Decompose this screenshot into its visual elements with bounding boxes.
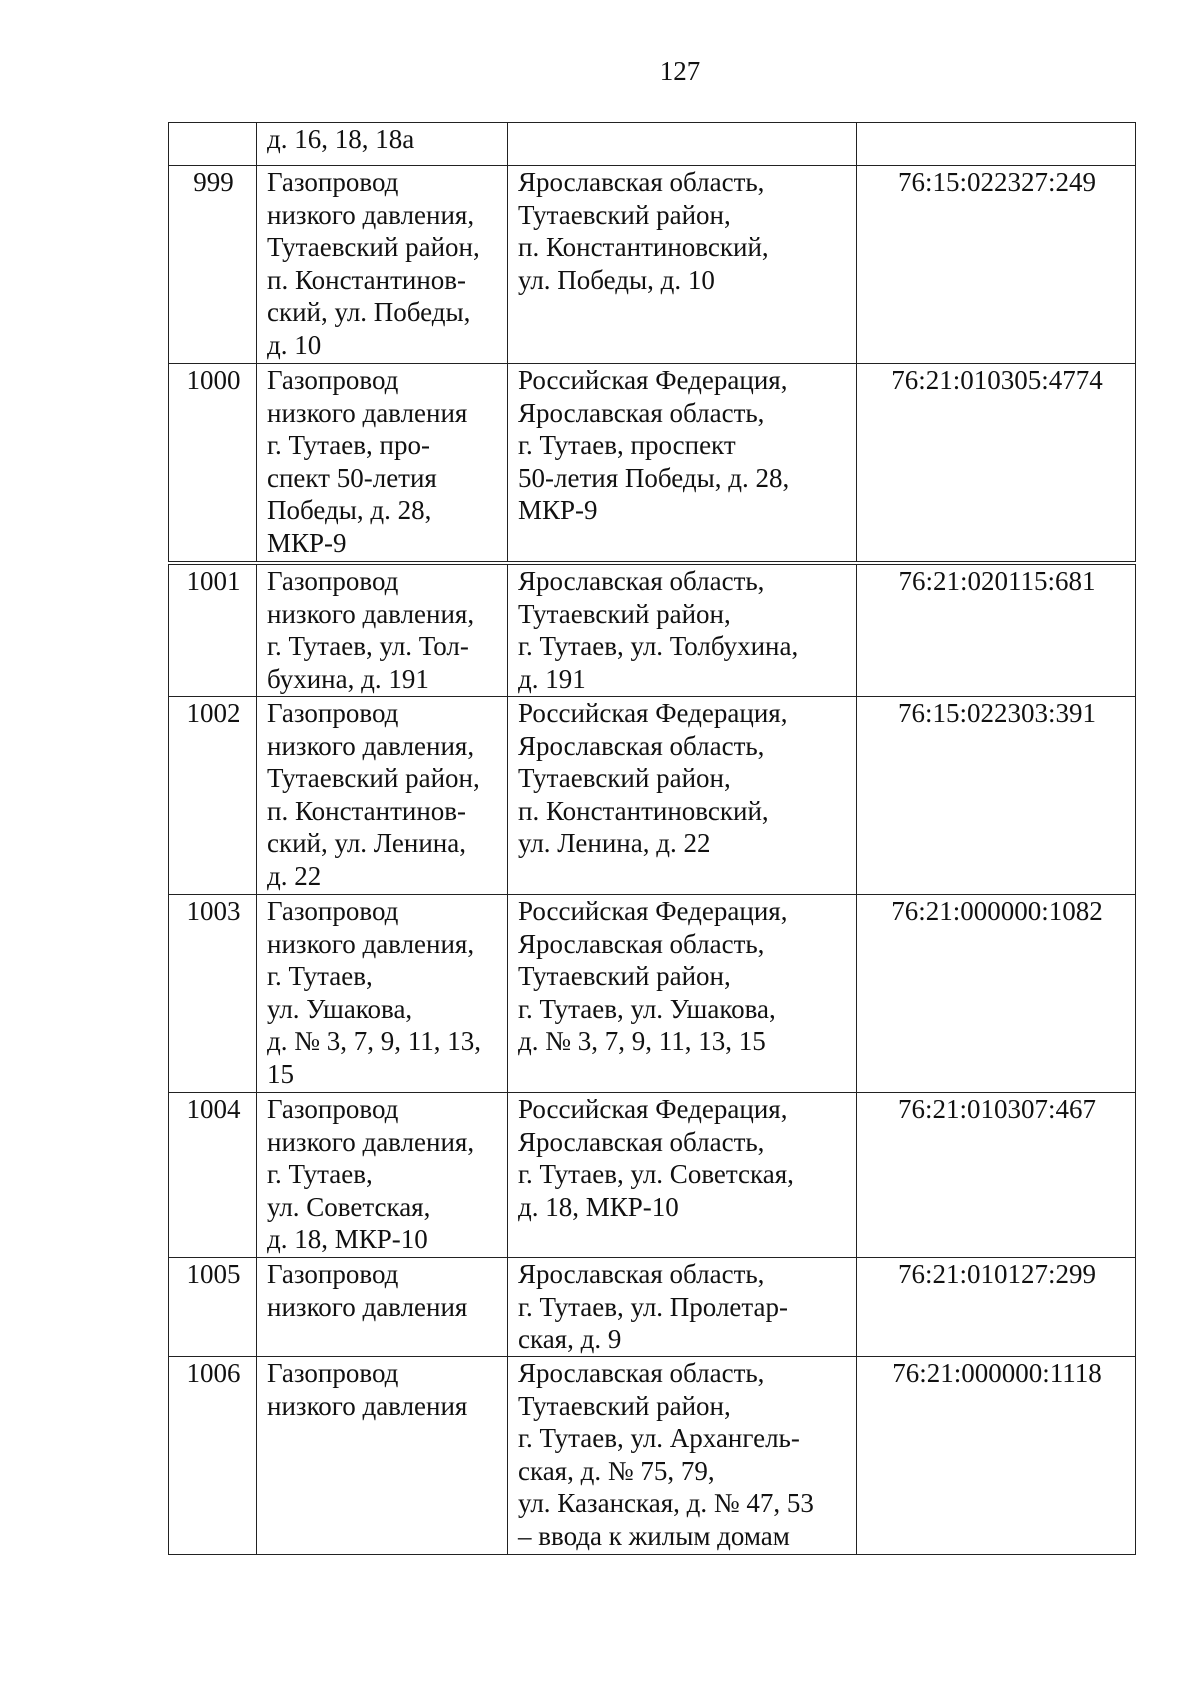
object-address: Российская Федерация, Ярославская область, Тутаевский район, п. Константиновский, ул. Ленина, д. 22 xyxy=(518,698,788,858)
object-name: Газопровод низкого давления xyxy=(267,1358,468,1421)
object-name: Газопровод низкого давления xyxy=(267,1259,468,1322)
cadastral-number: 76:21:010305:4774 xyxy=(891,365,1103,395)
table-row xyxy=(169,697,1136,895)
object-name-cell xyxy=(257,364,508,564)
row-number-cell xyxy=(169,1258,257,1357)
table-row xyxy=(169,364,1136,564)
row-number-cell xyxy=(169,123,257,166)
table-row xyxy=(169,166,1136,364)
object-address: Российская Федерация, Ярославская область, г. Тутаев, проспект 50-летия Победы, д. 28, МКР-9 xyxy=(518,365,790,525)
row-number-cell xyxy=(169,1093,257,1258)
cadastral-number-cell xyxy=(857,166,1136,364)
page-number: 127 xyxy=(659,56,701,86)
object-name: Газопровод низкого давления г. Тутаев, про- спект 50-летия Победы, д. 28, МКР-9 xyxy=(267,365,468,558)
gas-pipeline-registry-table xyxy=(168,122,1136,1555)
row-number: 1005 xyxy=(186,1259,241,1289)
object-address-cell xyxy=(508,895,857,1093)
object-name-cell xyxy=(257,166,508,364)
cadastral-number: 76:21:010127:299 xyxy=(897,1259,1096,1289)
object-name: Газопровод низкого давления, г. Тутаев, ул. Ушакова, д. № 3, 7, 9, 11, 13, 15 xyxy=(267,896,481,1089)
object-address-cell xyxy=(508,166,857,364)
cadastral-number-cell xyxy=(857,1093,1136,1258)
object-name: Газопровод низкого давления, Тутаевский район, п. Константинов- ский, ул. Ленина, д. 22 xyxy=(267,698,480,891)
row-number-cell xyxy=(169,895,257,1093)
object-name: Газопровод низкого давления, г. Тутаев, ул. Тол- бухина, д. 191 xyxy=(267,566,475,694)
object-name: д. 16, 18, 18а xyxy=(267,124,415,154)
row-number: 1002 xyxy=(186,698,241,728)
object-name-cell xyxy=(257,1357,508,1555)
object-address-cell xyxy=(508,123,857,166)
object-address: Ярославская область, Тутаевский район, г. Тутаев, ул. Толбухина, д. 191 xyxy=(518,566,799,694)
cadastral-number: 76:15:022303:391 xyxy=(897,698,1096,728)
object-name-cell xyxy=(257,1093,508,1258)
object-address: Российская Федерация, Ярославская область, г. Тутаев, ул. Советская, д. 18, МКР-10 xyxy=(518,1094,794,1222)
cadastral-number: 76:21:010307:467 xyxy=(897,1094,1096,1124)
cadastral-number: 76:21:000000:1082 xyxy=(891,896,1103,926)
table-row xyxy=(169,563,1136,697)
row-number: 1003 xyxy=(186,896,241,926)
row-number-cell xyxy=(169,563,257,697)
cadastral-number-cell xyxy=(857,895,1136,1093)
object-name-cell xyxy=(257,1258,508,1357)
cadastral-number: 76:15:022327:249 xyxy=(897,167,1096,197)
object-name-cell xyxy=(257,123,508,166)
object-address-cell xyxy=(508,1093,857,1258)
cadastral-number-cell xyxy=(857,1258,1136,1357)
row-number-cell xyxy=(169,1357,257,1555)
cadastral-number-cell xyxy=(857,697,1136,895)
cadastral-number-cell xyxy=(857,563,1136,697)
row-number-cell xyxy=(169,166,257,364)
object-address-cell xyxy=(508,1357,857,1555)
object-address: Ярославская область, Тутаевский район, г. Тутаев, ул. Архангель- ская, д. № 75, 79, ул. Казанская, д. № 47, 53 – ввода к жилым домам xyxy=(518,1358,814,1551)
row-number: 1004 xyxy=(186,1094,241,1124)
object-address-cell xyxy=(508,1258,857,1357)
cadastral-number: 76:21:020115:681 xyxy=(898,566,1096,596)
object-address-cell xyxy=(508,563,857,697)
object-address: Ярославская область, г. Тутаев, ул. Пролетар- ская, д. 9 xyxy=(518,1259,789,1354)
object-name: Газопровод низкого давления, Тутаевский район, п. Константинов- ский, ул. Победы, д. 10 xyxy=(267,167,480,360)
table-row xyxy=(169,1093,1136,1258)
row-number-cell xyxy=(169,697,257,895)
row-number: 1006 xyxy=(186,1358,241,1388)
table-row xyxy=(169,1258,1136,1357)
object-address: Российская Федерация, Ярославская область, Тутаевский район, г. Тутаев, ул. Ушакова, д. № 3, 7, 9, 11, 13, 15 xyxy=(518,896,788,1056)
cadastral-number-cell xyxy=(857,123,1136,166)
cadastral-number-cell xyxy=(857,364,1136,564)
object-name-cell xyxy=(257,563,508,697)
object-name: Газопровод низкого давления, г. Тутаев, ул. Советская, д. 18, МКР-10 xyxy=(267,1094,475,1254)
row-number: 1000 xyxy=(186,365,241,395)
table-row xyxy=(169,1357,1136,1555)
cadastral-number-cell xyxy=(857,1357,1136,1555)
row-number-cell xyxy=(169,364,257,564)
table-row xyxy=(169,895,1136,1093)
object-address-cell xyxy=(508,364,857,564)
object-address: Ярославская область, Тутаевский район, п. Константиновский, ул. Победы, д. 10 xyxy=(518,167,769,295)
row-number: 1001 xyxy=(186,566,241,596)
table-row xyxy=(169,123,1136,166)
object-name-cell xyxy=(257,895,508,1093)
object-address-cell xyxy=(508,697,857,895)
object-name-cell xyxy=(257,697,508,895)
cadastral-number: 76:21:000000:1118 xyxy=(892,1358,1102,1388)
row-number: 999 xyxy=(193,167,234,197)
